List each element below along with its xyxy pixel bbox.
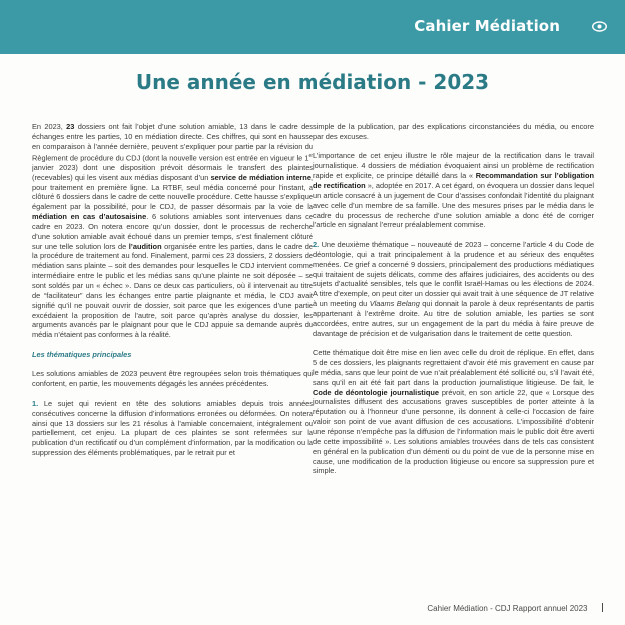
footer-divider	[602, 603, 604, 612]
continuation-paragraph: simple de la publication, par des explications circonstanciées du média, ou encore par des excuses.	[313, 122, 594, 141]
footer-text: Cahier Médiation - CDJ Rapport annuel 2023	[427, 604, 588, 613]
section-title: Cahier Médiation	[414, 17, 560, 35]
page-footer	[427, 603, 603, 613]
theme-1-paragraph: 1. Le sujet qui revient en tête des solutions amiables depuis trois années consécutives concerne la diffusion d’informations erronées ou déformées. On notera ainsi que 13 dossiers sur les 21 résolus à l’amiable concernaient, intégralement ou partiellement, cet enjeu. La plupart de ces plaintes se sont refermées sur la publication d’un rectificatif ou d’un complément d’information, par la modification ou la suppression des éléments problématiques, par le retrait pur et	[32, 398, 313, 458]
page-title: Une année en médiation - 2023	[135, 70, 490, 94]
rectification-paragraph: L’importance de cet enjeu illustre le rôle majeur de la rectification dans le travail journalistique. 4 dossiers de médiation évoquaient ainsi un problème de rectification rapide et explicite, ce principe détaillé dans la « Recommandation sur l’obligation de rectification », adoptée en 2017. A cet égard, on évoquera un dossier dans lequel un article consacré à un jugement de Cour d’assises confondait l’identité du plaignant avec celle d’un membre de sa famille. Une des mesures prises par le média dans le cadre du processus de recherche d’une solution amiable a donc été de corriger l’article en signalant l’erreur préalablement commise.	[313, 151, 594, 230]
section-heading: Les thématiques principales	[32, 349, 132, 359]
right-column	[313, 122, 594, 592]
theme-2-paragraph: 2. Une deuxième thématique – nouveauté de 2023 – concerne l’article 4 du Code de déontologie, qui a trait principalement à la prudence et au sérieux des enquêtes menées. Ce grief a concerné 9 dossiers, principalement des productions médiatiques qui traitaient de sujets délicats, comme des affaires judiciaires, des accidents ou des sujets d’actualité sensibles, tels que le conflit Israël-Hamas ou les élections de 2024. A titre d’exemple, on peut citer un dossier qui avait trait à une séquence de JT relative à un meeting du Vlaams Belang qui donnait la parole à deux représentants de partis appartenant à l’extrême droite. Au titre de solution amiable, les parties se sont accordées, entre autres, sur un engagement de la part du média à faire preuve de davantage de précision et de vulgarisation dans le traitement de cette question.	[313, 240, 594, 338]
left-column	[32, 122, 313, 592]
themes-intro-paragraph: Les solutions amiables de 2023 peuvent être regroupées selon trois thématiques qui confortent, en partie, les mouvements dégagés les années précédentes.	[32, 369, 313, 389]
right-of-reply-paragraph: Cette thématique doit être mise en lien avec celle du droit de réplique. En effet, dans 5 de ces dossiers, les plaignants regrettaient d’avoir été mis gravement en cause par le média, sans que leur point de vue n’ait préalablement été sollicité ou, s’il l’avait été, sans qu’il en ait été fait part dans la production journalistique litigieuse. De fait, le Code de déontologie journalistique prévoit, en son article 22, que « Lorsque des journalistes diffusent des accusations graves susceptibles de porter atteinte à la réputation ou à l’honneur d’une personne, ils donnent à celle-ci l’occasion de faire valoir son point de vue avant diffusion de ces accusations. L’impossibilité d’obtenir une réponse n’empêche pas la diffusion de l’information mais le public doit être averti de cette impossibilité ». Les solutions amiables trouvées dans de tels cas consistent en général en la publication d’un démenti ou du point de vue de la personne mise en cause, une modification de la production litigieuse ou encore sa suppression pure et simple.	[313, 348, 594, 476]
header-band	[0, 0, 625, 54]
intro-paragraph: En 2023, 23 dossiers ont fait l’objet d’une solution amiable, 13 dans le cadre des échanges entre les parties, 10 en médiation directe. Ces chiffres, qui sont en hausse en comparaison à l’année dernière, peuvent s’expliquer pour partie par la révision du Règlement de procédure du CDJ (dont la nouvelle version est entrée en vigueur le 1er janvier 2023) dont une disposition prévoit désormais le transfert des plaintes (recevables) qui les visent aux médias disposant d’un service de médiation interne, pour traitement en première ligne. La RTBF, seul média concerné pour l’instant, a clôturé 6 dossiers dans le cadre de cette nouvelle procédure. Cette hausse s’explique également par la possibilité, pour le CDJ, de passer désormais par la voie de la médiation en cas d’autosaisine. 6 solutions amiables sont intervenues dans ce cadre en 2023. On notera encore qu’un dossier, dont le processus de recherche d’une solution amiable avait échoué dans un premier temps, s’est finalement clôturé sur une telle solution lors de l’audition organisée entre les parties, dans le cadre de la procédure de traitement au fond. Finalement, parmi ces 23 dossiers, 2 dossiers de médiation sans plainte – soit des demandes pour lesquelles le CDJ intervient comme intermédiaire entre le public et les médias sans qu’une plainte ne soit déposée – se sont soldés par un « échec ». Dans ce deux cas particuliers, où il intervenait au titre de “facilitateur” dans les échanges entre partie plaignante et média, le CDJ avait signifié qu’il ne pouvait ouvrir de dossier, soit parce que les exigences d’une partie excédaient la proposition de l’autre, soit parce qu’après analyse du dossier, les arguments avancés par le plaignant pour que le CDJ appuie sa demande auprès du média n’étaient pas conformes à la réalité.	[32, 122, 313, 340]
eye-icon	[592, 21, 607, 32]
